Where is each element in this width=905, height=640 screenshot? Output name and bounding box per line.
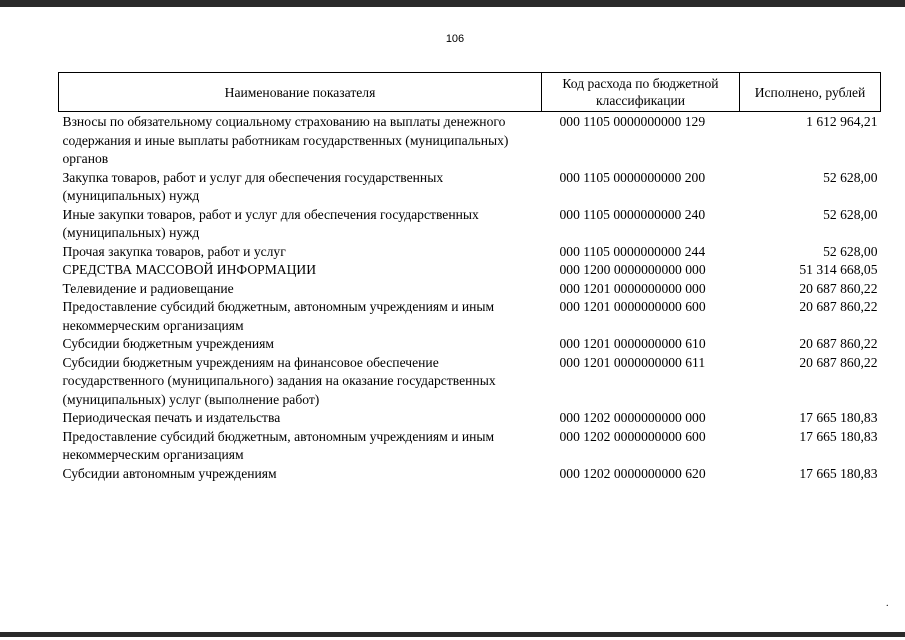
row-executed-amount: 52 628,00	[823, 206, 878, 222]
table-row	[59, 243, 881, 262]
row-budget-code: 000 1105 0000000000 240	[559, 206, 706, 222]
table-row	[59, 409, 881, 428]
table-row	[59, 465, 881, 484]
scan-speck: .	[886, 598, 889, 609]
table-row	[59, 112, 881, 169]
row-executed-amount: 1 612 964,21	[806, 114, 878, 129]
row-indicator-name: Субсидии бюджетным учреждениям	[62, 336, 275, 351]
table-row	[59, 169, 881, 206]
row-executed-amount: 20 687 860,22	[799, 354, 878, 370]
row-indicator-name: Периодическая печать и издательства	[62, 410, 281, 425]
row-budget-code: 000 1201 0000000000 600	[559, 299, 706, 314]
row-budget-code: 000 1202 0000000000 600	[559, 428, 706, 444]
budget-expenditure-table	[58, 72, 881, 483]
header-indicator-name: Наименование показателя	[59, 73, 542, 112]
header-executed-amount: Исполнено, рублей	[740, 73, 881, 112]
row-executed-amount: 17 665 180,83	[799, 465, 878, 481]
row-budget-code: 000 1201 0000000000 610	[559, 336, 706, 351]
table-header	[59, 73, 881, 112]
table-row	[59, 261, 881, 280]
page-number: 106	[445, 33, 465, 45]
row-executed-amount: 17 665 180,83	[799, 428, 878, 444]
row-executed-amount: 51 314 668,05	[799, 262, 878, 277]
row-executed-amount: 52 628,00	[823, 243, 878, 259]
header-row	[59, 73, 881, 112]
row-indicator-name: Прочая закупка товаров, работ и услуг	[62, 243, 286, 259]
table-row	[59, 354, 881, 410]
row-executed-amount: 52 628,00	[823, 169, 878, 185]
row-indicator-name: Взносы по обязательному социальному страхованию на выплаты денежного содержания и иные выплаты работникам государственных (муниципальных) органов	[62, 114, 509, 166]
scan-bottom-border	[0, 632, 905, 637]
table-row	[59, 206, 881, 243]
row-indicator-name: Предоставление субсидий бюджетным, автономным учреждениям и иным некоммерческим организациям	[62, 299, 495, 333]
table-row	[59, 428, 881, 465]
row-indicator-name: Субсидии автономным учреждениям	[62, 465, 277, 481]
row-indicator-name: СРЕДСТВА МАССОВОЙ ИНФОРМАЦИИ	[62, 262, 317, 277]
table-row	[59, 335, 881, 354]
scan-top-border	[0, 0, 905, 7]
row-executed-amount: 17 665 180,83	[799, 410, 878, 425]
row-budget-code: 000 1201 0000000000 000	[559, 280, 706, 296]
row-executed-amount: 20 687 860,22	[799, 280, 878, 296]
row-indicator-name: Закупка товаров, работ и услуг для обеспечения государственных (муниципальных) нужд	[62, 169, 444, 203]
row-indicator-name: Предоставление субсидий бюджетным, автономным учреждениям и иным некоммерческим организациям	[62, 428, 495, 462]
row-budget-code: 000 1202 0000000000 620	[559, 465, 706, 481]
row-budget-code: 000 1105 0000000000 200	[559, 169, 706, 185]
row-budget-code: 000 1201 0000000000 611	[559, 354, 706, 370]
row-indicator-name: Иные закупки товаров, работ и услуг для обеспечения государственных (муниципальных) нужд	[62, 206, 479, 240]
row-budget-code: 000 1105 0000000000 244	[559, 243, 706, 259]
row-budget-code: 000 1105 0000000000 129	[559, 114, 706, 129]
row-budget-code: 000 1200 0000000000 000	[559, 262, 706, 277]
header-budget-code: Код расхода по бюджетной классификации	[542, 73, 740, 112]
row-executed-amount: 20 687 860,22	[799, 336, 878, 351]
table-body	[59, 112, 881, 484]
row-indicator-name: Телевидение и радиовещание	[62, 280, 234, 296]
table-row	[59, 280, 881, 299]
table-row	[59, 298, 881, 335]
row-executed-amount: 20 687 860,22	[799, 299, 878, 314]
row-indicator-name: Субсидии бюджетным учреждениям на финансовое обеспечение государственного (муниципального) задания на оказание государственных (муниципальных) услуг (выполнение работ)	[62, 354, 496, 407]
row-budget-code: 000 1202 0000000000 000	[559, 410, 706, 425]
